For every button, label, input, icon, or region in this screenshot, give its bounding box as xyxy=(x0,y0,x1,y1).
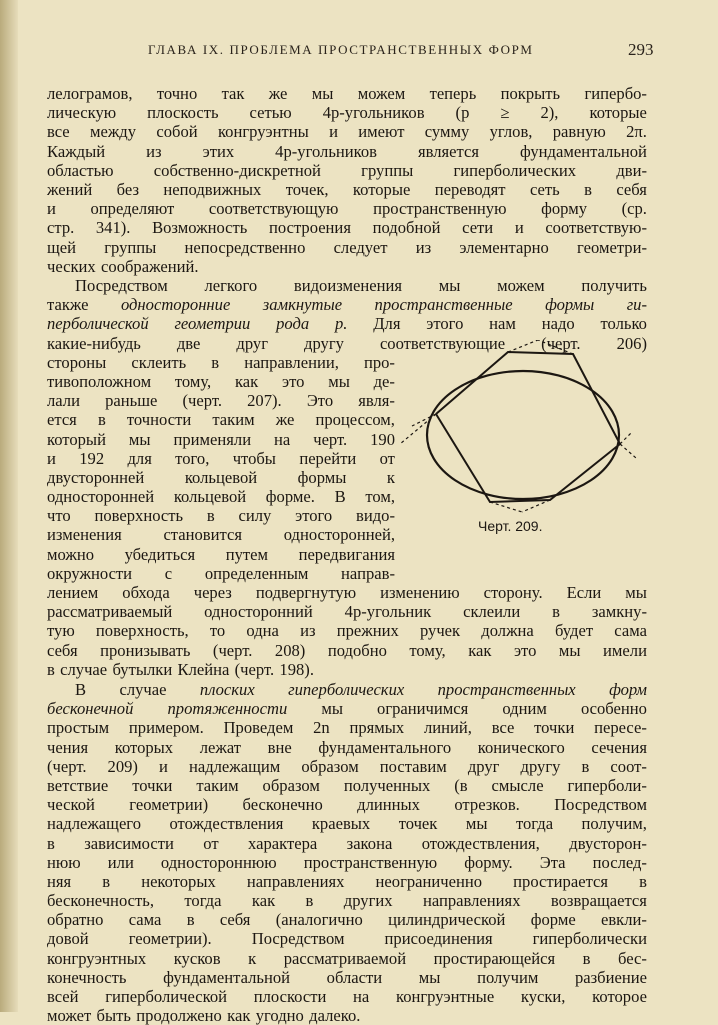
text-line: все между собой конгруэнтны и имеют сумму углов, равную 2π. xyxy=(47,122,647,142)
text-line: лическую плоскость сетью 4p-угольников (p ≥ 2), которые xyxy=(47,103,647,123)
text-line: лали раньше (черт. 207). Это явля- xyxy=(47,391,395,411)
text-line: и 192 для того, чтобы перейти от xyxy=(47,448,395,468)
text-line: и определяют соответствующую пространственную форму (ср. xyxy=(47,199,647,219)
text-line: ется в точности таким же процессом, xyxy=(47,410,395,430)
dashed-extension xyxy=(508,340,538,352)
text-line: областью собственно-дискретной группы гиперболических дви- xyxy=(47,160,647,180)
text-line: лелограмов, точно так же мы можем теперь покрыть гипербо- xyxy=(47,84,647,103)
text-line: который мы применяли на черт. 190 xyxy=(47,429,395,449)
text-line: В случае плоских гиперболических пространственных форм xyxy=(75,680,647,699)
text-line: ческих соображений. xyxy=(47,256,199,276)
dashed-extension xyxy=(620,432,632,444)
text-line: в зависимости от характера закона отождествления, двусторон- xyxy=(47,833,647,853)
text-line: бесконечность, тогда как в других направлениях возвращается xyxy=(47,891,647,911)
text-line: всей гиперболической плоскости на конгруэнтные куски, которое xyxy=(47,987,647,1006)
text-line: няя в некоторых направлениях неограниченно простирается в xyxy=(47,871,647,891)
text-line: чения которых лежат вне фундаментального конического сечения xyxy=(47,737,647,757)
dashed-extension xyxy=(538,340,573,354)
text-line: Посредством легкого видоизменения мы можем получить xyxy=(75,276,647,295)
text-line: щей группы непосредственно следует из элементарно геометри- xyxy=(47,237,647,257)
text-line: стр. 341). Возможность построения подобной сети и соответствую- xyxy=(47,218,647,238)
text-line: в случае бутылки Клейна (черт. 198). xyxy=(47,659,314,679)
text-line: односторонней кольцевой форме. В том, xyxy=(47,487,395,507)
page-number: 293 xyxy=(628,40,654,59)
text-line: жений без неподвижных точек, которые переводят сеть в себя xyxy=(47,179,647,199)
figure-caption: Черт. 209. xyxy=(478,518,543,534)
text-line: двусторонней кольцевой формы к xyxy=(47,467,395,487)
page-edge-shadow xyxy=(0,0,18,1012)
text-line: тую поверхность, то одна из прежних ручек должна будет сама xyxy=(47,621,647,641)
text-line: ветствие точки таким образом полученных (в смысле гиперболи- xyxy=(47,775,647,795)
text-line: бесконечной протяженности мы ограничимся одним особенно xyxy=(47,699,647,719)
text-line: нюю или одностороннюю пространственную форму. Эта послед- xyxy=(47,852,647,872)
text-line: окружности с определенным направ- xyxy=(47,563,395,583)
dashed-extension xyxy=(620,444,636,458)
text-line: тивоположном тому, как это мы де- xyxy=(47,371,395,391)
text-line: конгруэнтных кусков к рассматриваемой простирающейся в бес- xyxy=(47,948,647,968)
text-line: можно убедиться путем передвигания xyxy=(47,544,395,564)
text-line: перболической геометрии рода p. Для этого нам надо только xyxy=(47,314,647,334)
text-line: что поверхность в силу этого видо- xyxy=(47,506,395,526)
text-line: ческой геометрии) бесконечно длинных отрезков. Посредством xyxy=(47,795,647,815)
text-line: себя пронизывать (черт. 208) подобно тому, как это мы имели xyxy=(47,640,647,660)
text-line: может быть продолжено как угодно далеко. xyxy=(47,1006,361,1025)
paragraph-1 xyxy=(47,84,647,276)
text-line: простым примером. Проведем 2n прямых линий, все точки пересе- xyxy=(47,718,647,738)
text-line: Каждый из этих 4p-угольников является фундаментальной xyxy=(47,141,647,161)
text-line: рассматриваемый односторонний 4p-угольник склеили в замкну- xyxy=(47,602,647,622)
running-title: ГЛАВА IX. ПРОБЛЕМА ПРОСТРАНСТВЕННЫХ ФОРМ xyxy=(148,42,534,57)
text-line: стороны склеить в направлении, про- xyxy=(47,352,395,372)
text-line: также односторонние замкнутые пространственные формы ги- xyxy=(47,295,647,315)
text-line: лением обхода через подвергнутую изменению сторону. Если мы xyxy=(47,583,647,602)
text-line: конечность фундаментальной области мы получим разбиение xyxy=(47,967,647,987)
figure-209-diagram xyxy=(398,340,648,530)
text-line: какие-нибудь две друг другу соответствующие (черт. 206) xyxy=(47,333,647,353)
fundamental-conic xyxy=(427,371,619,499)
text-line: обратно сама в себя (аналогично цилиндрической форме евкли- xyxy=(47,910,647,930)
text-line: (черт. 209) и надлежащим образом поставим друг другу в соот- xyxy=(47,756,647,776)
dashed-extension xyxy=(400,414,436,444)
text-line: довой геометрии). Посредством присоединения гиперболически xyxy=(47,929,647,949)
dashed-extension xyxy=(522,500,550,512)
text-line: изменения становится односторонней, xyxy=(47,525,395,545)
paragraph-3 xyxy=(47,680,647,1025)
text-line: надлежащего отождествления краевых точек мы тогда получим, xyxy=(47,814,647,834)
dashed-extension xyxy=(490,502,522,512)
